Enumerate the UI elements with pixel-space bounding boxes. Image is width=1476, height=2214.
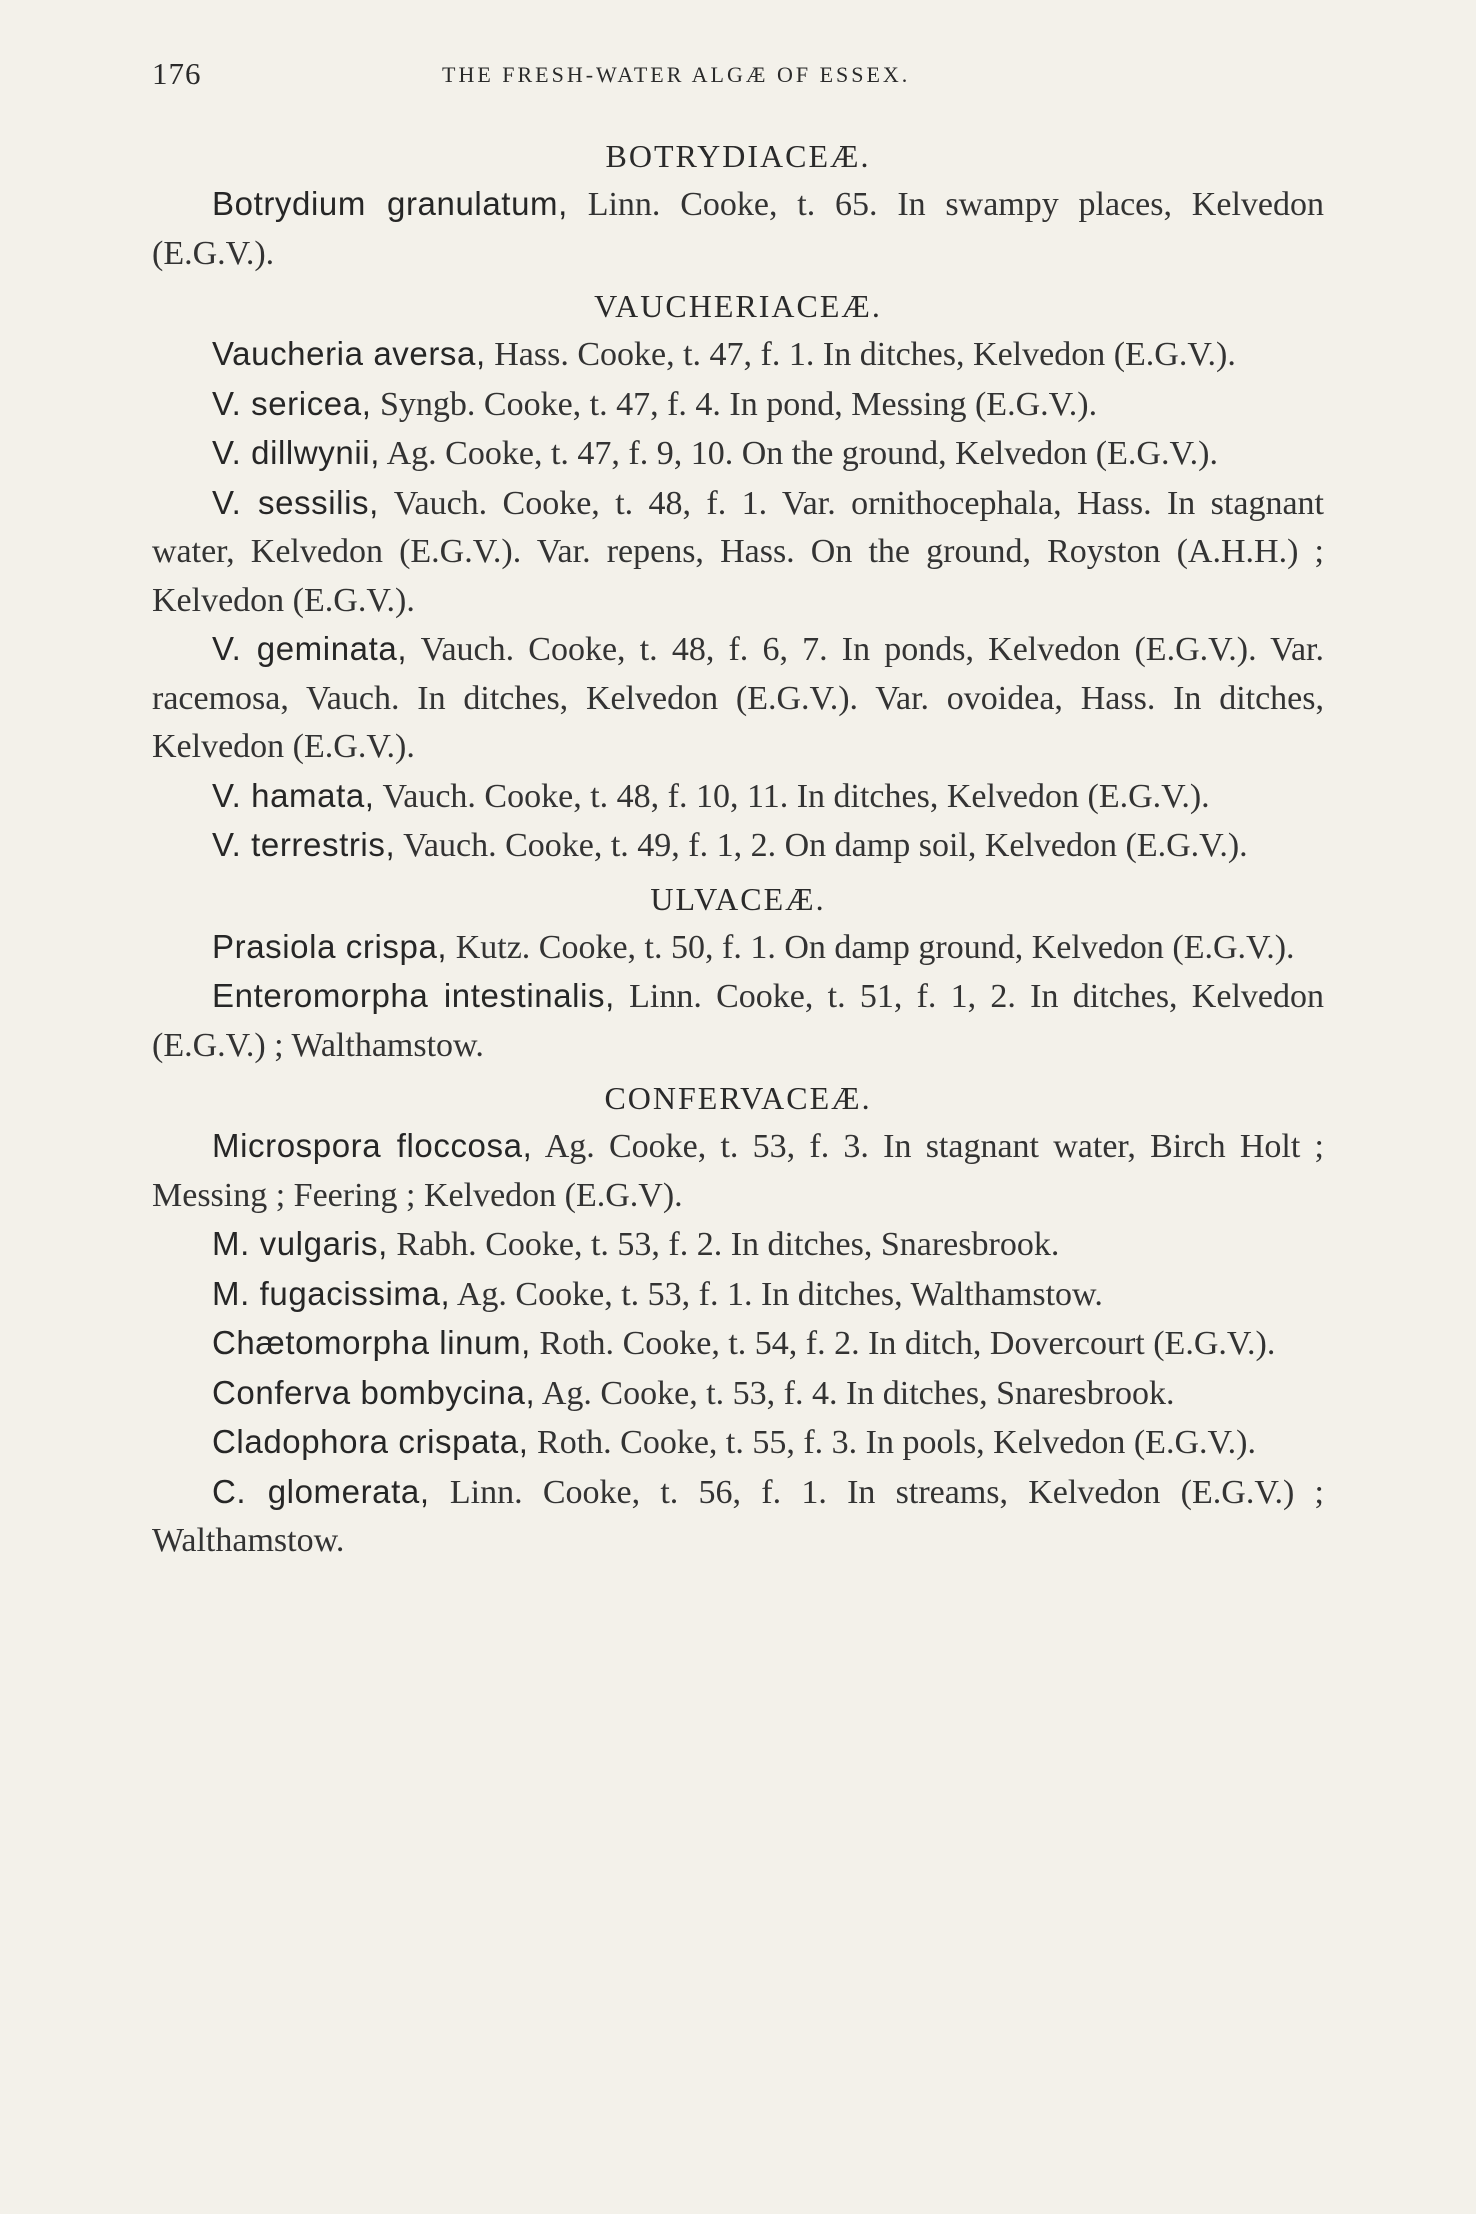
species-author: Syngb. xyxy=(371,385,476,423)
species-author: Vauch. xyxy=(374,777,476,815)
species-name: Cladophora crispata, xyxy=(212,1423,529,1460)
running-head xyxy=(152,56,1332,96)
species-entry xyxy=(152,1122,1324,1220)
species-author: Vauch. xyxy=(407,631,515,668)
species-author: Ag. xyxy=(379,435,437,472)
species-details: Cooke, t. 51, f. 1, 2. In ditches, Kelvedon (E.G.V.) ; Walthamstow. xyxy=(152,978,1324,1064)
species-entry xyxy=(152,772,1324,822)
species-details: Cooke, t. 54, f. 2. In ditch, Dovercourt (E.G.V.). xyxy=(614,1325,1276,1362)
family-heading: CONFERVACEÆ. xyxy=(604,1080,872,1116)
species-details: Cooke, t. 47, f. 9, 10. On the ground, Kelvedon (E.G.V.). xyxy=(436,435,1218,472)
species-author: Roth. xyxy=(528,1424,612,1461)
species-author: Ag. xyxy=(532,1128,595,1165)
species-details: Cooke, t. 53, f. 1. In ditches, Walthamstow. xyxy=(506,1275,1103,1313)
species-name: V. dillwynii, xyxy=(212,434,380,471)
running-title: THE FRESH-WATER ALGÆ OF ESSEX. xyxy=(442,62,911,87)
family-heading: VAUCHERIACEÆ. xyxy=(594,288,882,324)
species-author: Linn. xyxy=(614,978,702,1015)
species-entry xyxy=(152,180,1324,278)
species-entry xyxy=(152,1270,1324,1320)
species-details: Cooke, t. 53, f. 3. In stagnant water, Birch Holt ; Messing ; Feering ; Kelvedon (E.G.V). xyxy=(152,1128,1324,1214)
species-entry xyxy=(152,1319,1324,1369)
species-details: Cooke, t. 56, f. 1. In streams, Kelvedon (E.G.V.) ; Walthamstow. xyxy=(152,1473,1324,1559)
species-details: Cooke, t. 47, f. 4. In pond, Messing (E.G.V.). xyxy=(475,385,1098,423)
species-name: C. glomerata, xyxy=(212,1472,430,1510)
species-details: Cooke, t. 48, f. 10, 11. In ditches, Kelvedon (E.G.V.). xyxy=(475,777,1210,815)
species-details: Cooke, t. 48, f. 6, 7. In ponds, Kelvedon (E.G.V.). Var. racemosa, Vauch. In ditches, Kelvedon (E.G.V.). Var. ovoidea, Hass. In ditches, Kelvedon (E.G.V.). xyxy=(152,631,1324,765)
species-entry xyxy=(152,380,1324,430)
species-name: M. vulgaris, xyxy=(212,1225,388,1262)
species-details: Cooke, t. 49, f. 1, 2. On damp soil, Kelvedon (E.G.V.). xyxy=(496,827,1248,864)
species-name: V. sericea, xyxy=(212,384,372,422)
species-name: V. terrestris, xyxy=(212,826,396,863)
species-details: Cooke, t. 48, f. 1. Var. ornithocephala, Hass. In stagnant water, Kelvedon (E.G.V.). Var. repens, Hass. On the ground, Royston (A.H.H.) ; Kelvedon (E.G.V.). xyxy=(152,484,1324,619)
species-name: V. sessilis, xyxy=(212,483,379,521)
species-details: Cooke, t. 50, f. 1. On damp ground, Kelvedon (E.G.V.). xyxy=(530,928,1295,966)
species-details: Cooke, t. 55, f. 3. In pools, Kelvedon (E.G.V.). xyxy=(611,1424,1256,1461)
species-name: V. geminata, xyxy=(212,630,408,667)
species-details: Cooke, t. 53, f. 4. In ditches, Snaresbrook. xyxy=(591,1374,1175,1412)
species-name: Prasiola crispa, xyxy=(212,927,448,965)
species-author: Kutz. xyxy=(447,928,531,966)
species-name: V. hamata, xyxy=(212,776,375,814)
species-name: M. fugacissima, xyxy=(212,1274,451,1312)
species-entry xyxy=(152,1369,1324,1419)
species-author: Linn. xyxy=(567,186,661,223)
species-entry xyxy=(152,429,1324,479)
species-author: Linn. xyxy=(429,1473,523,1511)
species-entry xyxy=(152,923,1324,973)
species-list xyxy=(152,128,1324,1566)
species-name: Enteromorpha intestinalis, xyxy=(212,977,615,1014)
species-name: Microspora floccosa, xyxy=(212,1127,533,1164)
species-name: Vaucheria aversa, xyxy=(212,335,486,372)
species-entry xyxy=(152,821,1324,871)
species-author: Rabh. xyxy=(387,1226,477,1263)
species-entry xyxy=(152,1468,1324,1566)
species-entry xyxy=(152,625,1324,772)
species-entry xyxy=(152,330,1324,380)
species-name: Conferva bombycina, xyxy=(212,1373,536,1411)
species-name: Chætomorpha linum, xyxy=(212,1324,531,1361)
species-entry xyxy=(152,972,1324,1070)
species-author: Hass. xyxy=(485,336,569,373)
species-author: Ag. xyxy=(535,1374,592,1412)
species-details: Cooke, t. 47, f. 1. In ditches, Kelvedon (E.G.V.). xyxy=(568,336,1236,373)
page-number: 176 xyxy=(152,56,202,91)
species-author: Vauch. xyxy=(395,827,497,864)
species-details: Cooke, t. 53, f. 2. In ditches, Snaresbrook. xyxy=(476,1226,1060,1263)
species-entry xyxy=(152,479,1324,626)
species-author: Vauch. xyxy=(378,484,488,522)
species-entry xyxy=(152,1220,1324,1270)
species-entry xyxy=(152,1418,1324,1468)
species-author: Roth. xyxy=(530,1325,615,1362)
family-heading: ULVACEÆ. xyxy=(650,880,826,917)
species-name: Botrydium granulatum, xyxy=(212,185,568,222)
species-author: Ag. xyxy=(450,1275,507,1313)
family-heading: BOTRYDIACEÆ. xyxy=(605,138,871,174)
species-details: Cooke, t. 65. In swampy places, Kelvedon (E.G.V.). xyxy=(152,186,1324,272)
